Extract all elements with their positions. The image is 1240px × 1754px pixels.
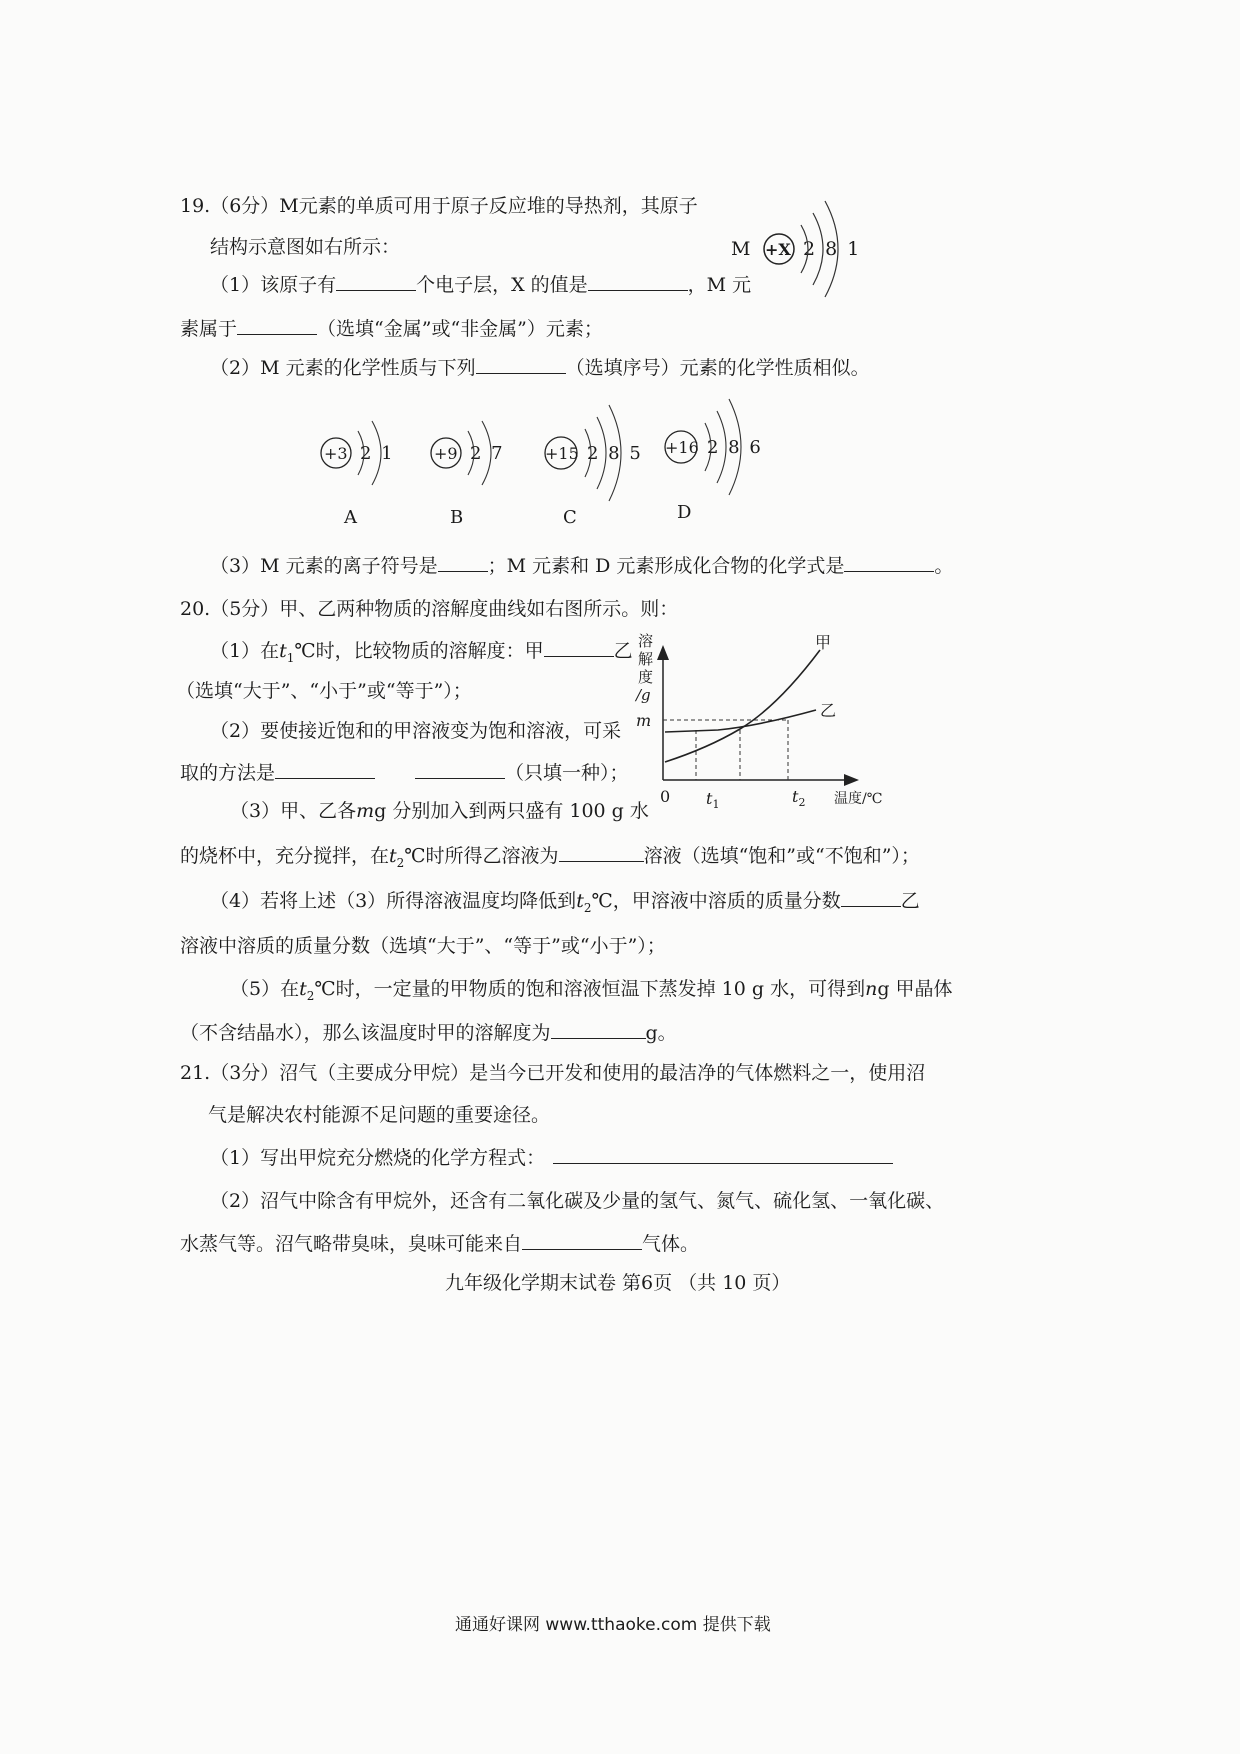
q19-line1: 19.（6分）M元素的单质可用于原子反应堆的导热剂，其原子 bbox=[180, 195, 698, 217]
series-jia-label: 甲 bbox=[815, 633, 832, 652]
q20-p3-text-d: ℃时所得乙溶液为 bbox=[404, 845, 559, 867]
option-b-diagram bbox=[431, 421, 505, 528]
q19-part2 bbox=[210, 357, 870, 380]
q20-p1-text-a: （1）在 bbox=[210, 640, 280, 662]
answer-blank-method-2[interactable] bbox=[415, 762, 505, 779]
q19-p1-text-d: 素属于 bbox=[180, 318, 238, 340]
q20-p1-sub: 1 bbox=[286, 650, 295, 665]
q19-p1-text-c: ，M 元 bbox=[687, 274, 752, 296]
q19-p2-text-b: （选填序号）元素的化学性质相似。 bbox=[565, 357, 870, 379]
q20-p4-text-c: 乙 bbox=[900, 890, 920, 912]
series-yi-label: 乙 bbox=[820, 701, 837, 720]
answer-blank-metal[interactable] bbox=[237, 318, 317, 335]
q20-p5-text-c: g 甲晶体 bbox=[877, 978, 953, 1000]
answer-blank-solubility[interactable] bbox=[551, 1022, 646, 1039]
answer-blank-formula[interactable] bbox=[844, 555, 934, 572]
m-atom-electrons: 2 8 1 bbox=[803, 238, 862, 260]
answer-blank-layers[interactable] bbox=[336, 274, 416, 291]
x-tick-t1: $t_1$ bbox=[706, 789, 720, 810]
q20-p4-text-b: ℃，甲溶液中溶质的质量分数 bbox=[591, 890, 841, 912]
q20-part3 bbox=[230, 800, 649, 823]
q20-p2-text-c: （只填一种）； bbox=[505, 762, 629, 784]
q20-part1 bbox=[210, 640, 633, 665]
x-tick-t2: $t_2$ bbox=[792, 787, 806, 809]
q20-p3-text-a: （3）甲、乙各 bbox=[230, 800, 357, 822]
q20-p3-m: m bbox=[356, 800, 375, 822]
option-c-diagram bbox=[545, 405, 643, 528]
q19-line2: 结构示意图如右所示： bbox=[210, 236, 401, 258]
option-d-letter: D bbox=[677, 502, 692, 523]
option-c-nucleus: +15 bbox=[545, 444, 579, 463]
q20-p4-text-a: （4）若将上述（3）所得溶液温度均降低到 bbox=[210, 890, 577, 912]
q20-part4-cont: 溶液中溶质的质量分数（选填“大于”、“等于”或“小于”）； bbox=[180, 935, 666, 957]
x-axis-label: 温度/℃ bbox=[834, 791, 883, 807]
q19-part3 bbox=[210, 555, 953, 578]
y-tick-m: m bbox=[636, 711, 652, 730]
q20-p1-text-c: 乙 bbox=[613, 640, 633, 662]
q20-p1-text-b: ℃时，比较物质的溶解度：甲 bbox=[294, 640, 544, 662]
q21-part1 bbox=[210, 1147, 893, 1170]
q21-p1-text: （1）写出甲烷充分燃烧的化学方程式： bbox=[210, 1147, 546, 1169]
q20-p5-text-d: （不含结晶水），那么该温度时甲的溶解度为 bbox=[180, 1022, 551, 1044]
q20-part2-cont bbox=[180, 762, 629, 785]
q20-p3-text-b: g 分别加入到两只盛有 100 g 水 bbox=[374, 800, 649, 822]
q19-p2-text-a: （2）M 元素的化学性质与下列 bbox=[210, 357, 476, 379]
y-axis-label-2: 解 bbox=[638, 650, 654, 668]
option-a-electrons: 2 1 bbox=[360, 443, 395, 464]
option-diagrams bbox=[310, 395, 780, 530]
q20-p3-t: t bbox=[389, 845, 397, 867]
option-c-letter: C bbox=[563, 507, 577, 528]
option-d-diagram bbox=[665, 399, 763, 523]
q21-p2-text-b: 水蒸气等。沼气略带臭味，臭味可能来自 bbox=[180, 1233, 523, 1255]
q19-part1-cont bbox=[180, 318, 603, 341]
q20-p5-sub: 2 bbox=[306, 988, 315, 1003]
y-axis-label-3: 度 bbox=[638, 668, 654, 686]
q20-p4-sub: 2 bbox=[583, 900, 592, 915]
q20-part5 bbox=[230, 978, 953, 1003]
q20-p1-t: t bbox=[279, 640, 287, 662]
answer-blank-x-value[interactable] bbox=[588, 274, 688, 291]
q19-p1-text-b: 个电子层，X 的值是 bbox=[416, 274, 588, 296]
q21-p2-text-c: 气体。 bbox=[642, 1233, 700, 1255]
q20-p3-text-c: 的烧杯中，充分搅拌，在 bbox=[180, 845, 390, 867]
q20-part1-cont: （选填“大于”、“小于”或“等于”）； bbox=[176, 680, 472, 702]
q21-line2: 气是解决农村能源不足问题的重要途径。 bbox=[208, 1104, 551, 1126]
q20-p3-sub: 2 bbox=[396, 855, 405, 870]
q19-p1-text-a: （1）该原子有 bbox=[210, 274, 337, 296]
option-a-diagram bbox=[321, 421, 395, 528]
option-b-electrons: 2 7 bbox=[470, 443, 505, 464]
q20-p3-text-e: 溶液（选填“饱和”或“不饱和”）； bbox=[643, 845, 920, 867]
page-info: 九年级化学期末试卷 第6页 （共 10 页） bbox=[445, 1272, 791, 1294]
answer-blank-similar[interactable] bbox=[476, 357, 566, 374]
q20-part4 bbox=[210, 890, 920, 915]
q20-part3-cont bbox=[180, 845, 920, 870]
origin-label: 0 bbox=[660, 787, 671, 806]
q20-p5-t: t bbox=[299, 978, 307, 1000]
option-c-electrons: 2 8 5 bbox=[587, 443, 643, 464]
option-b-letter: B bbox=[450, 507, 464, 528]
q21-line1: 21.（3分）沼气（主要成分甲烷）是当今已开发和使用的最洁净的气体燃料之一，使用沼 bbox=[180, 1062, 926, 1084]
option-a-letter: A bbox=[344, 507, 357, 528]
q20-part5-cont bbox=[180, 1022, 677, 1045]
m-atom-label: M bbox=[731, 238, 751, 260]
answer-blank-ion[interactable] bbox=[438, 555, 488, 572]
option-b-nucleus: +9 bbox=[434, 444, 458, 463]
answer-blank-mass-fraction[interactable] bbox=[841, 890, 901, 907]
answer-blank-equation[interactable] bbox=[553, 1147, 893, 1164]
option-d-electrons: 2 8 6 bbox=[707, 437, 763, 458]
q20-line1: 20.（5分）甲、乙两种物质的溶解度曲线如右图所示。则： bbox=[180, 598, 679, 620]
q19-p3-text-b: ；M 元素和 D 元素形成化合物的化学式是 bbox=[487, 555, 845, 577]
q19-p3-text-c: 。 bbox=[934, 555, 954, 577]
q20-p5-n: n bbox=[865, 978, 878, 1000]
q21-part2-cont bbox=[180, 1233, 699, 1256]
q20-p5-text-b: ℃时，一定量的甲物质的饱和溶液恒温下蒸发掉 10 g 水，可得到 bbox=[314, 978, 866, 1000]
q19-p3-text-a: （3）M 元素的离子符号是 bbox=[210, 555, 438, 577]
answer-blank-odor-gas[interactable] bbox=[522, 1233, 642, 1250]
q21-part2: （2）沼气中除含有甲烷外，还含有二氧化碳及少量的氢气、氮气、硫化氢、一氧化碳、 bbox=[210, 1190, 945, 1212]
series-jia-curve bbox=[665, 650, 820, 762]
option-a-nucleus: +3 bbox=[324, 444, 348, 463]
option-d-nucleus: +16 bbox=[665, 438, 699, 457]
m-atom-nucleus: +X bbox=[765, 240, 791, 259]
q20-p4-t: t bbox=[576, 890, 584, 912]
source-watermark: 通通好课网 www.tthaoke.com 提供下载 bbox=[455, 1615, 771, 1635]
answer-blank-compare[interactable] bbox=[544, 640, 614, 657]
y-axis-label-4: /g bbox=[636, 686, 651, 704]
q20-part2: （2）要使接近饱和的甲溶液变为饱和溶液，可采 bbox=[210, 720, 622, 742]
y-axis-label-1: 溶 bbox=[638, 632, 654, 650]
q20-p2-text-b: 取的方法是 bbox=[180, 762, 276, 784]
q19-p1-text-e: （选填“金属”或“非金属”）元素； bbox=[317, 318, 603, 340]
solubility-chart bbox=[628, 630, 898, 810]
q20-p5-text-a: （5）在 bbox=[230, 978, 300, 1000]
q19-part1 bbox=[210, 274, 751, 297]
answer-blank-saturated[interactable] bbox=[559, 845, 644, 862]
answer-blank-method[interactable] bbox=[275, 762, 375, 779]
q20-p5-text-e: g。 bbox=[645, 1022, 677, 1044]
